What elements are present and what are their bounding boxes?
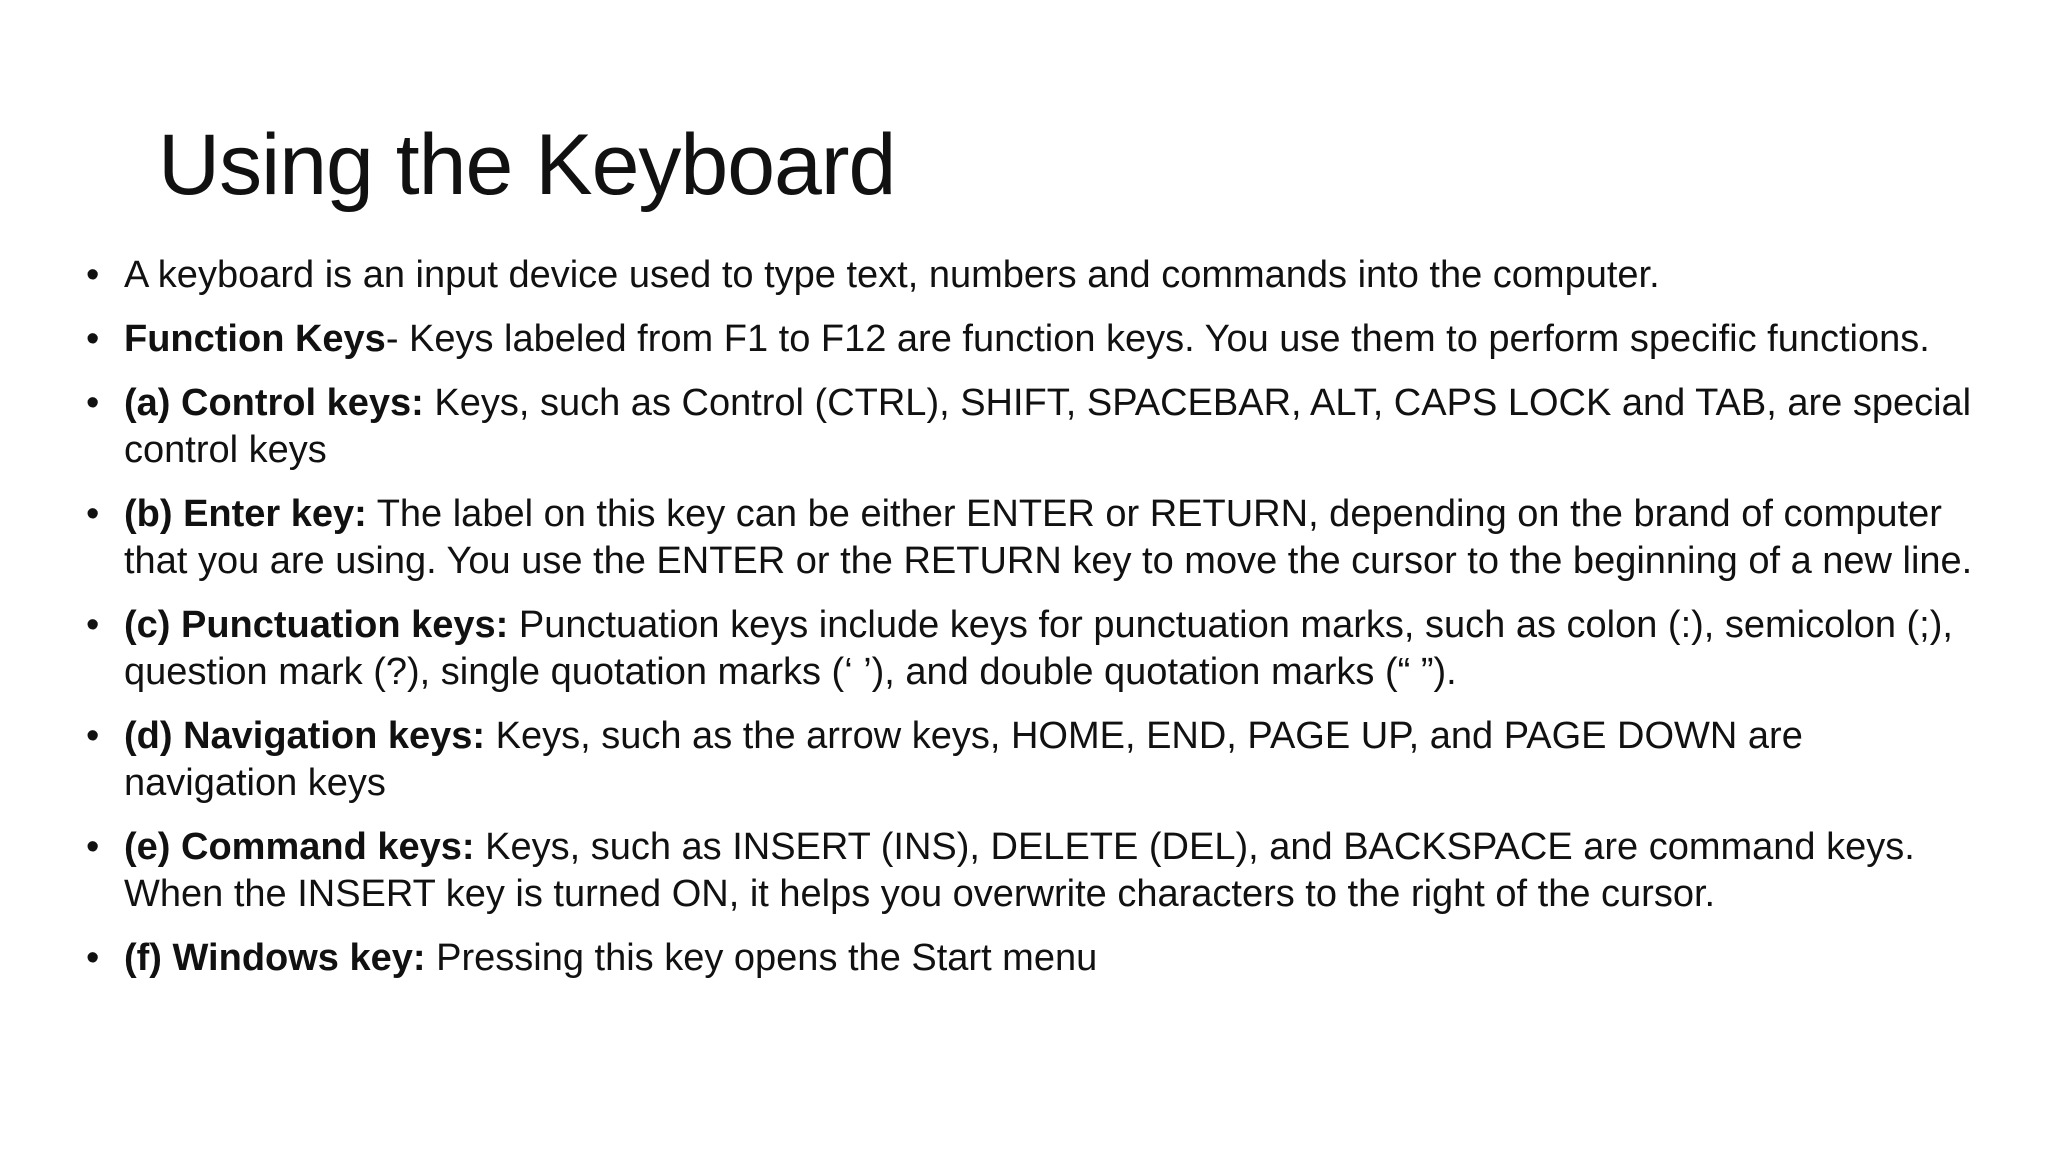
bullet-heading: Function Keys <box>124 318 386 360</box>
bullet-text: - Keys labeled from F1 to F12 are function keys. You use them to perform specific functions. <box>385 318 1930 360</box>
slide-title: Using the Keyboard <box>158 117 896 213</box>
bullet-heading: (e) Command keys: <box>124 826 475 868</box>
bullet-text: The label on this key can be either ENTER or RETURN, depending on the brand of computer that you are using. You use the ENTER or the RETURN key to move the cursor to the beginning of a new line. <box>124 493 1973 582</box>
bullet-dot-icon: • <box>86 937 100 979</box>
bullet-dot-icon: • <box>86 493 100 535</box>
bullet-dot-icon: • <box>86 604 100 646</box>
bullet-heading: (c) Punctuation keys: <box>124 604 509 646</box>
bullet-text: Pressing this key opens the Start menu <box>425 937 1098 979</box>
bullet-item-control-keys <box>82 380 1982 474</box>
bullet-dot-icon: • <box>86 254 100 296</box>
bullet-item-function-keys <box>82 316 1982 363</box>
bullet-text: Punctuation keys include keys for punctuation marks, such as colon (:), semicolon (;), question mark (?), single quotation marks (‘ ’), and double quotation marks (“ ”). <box>124 604 1953 693</box>
bullet-dot-icon: • <box>86 318 100 360</box>
bullet-item-navigation-keys <box>82 713 1982 807</box>
bullet-item-intro <box>82 252 1982 299</box>
bullet-text: Keys, such as the arrow keys, HOME, END, PAGE UP, and PAGE DOWN are navigation keys <box>124 715 1803 804</box>
bullet-text: A keyboard is an input device used to type text, numbers and commands into the computer. <box>124 254 1660 296</box>
bullet-dot-icon: • <box>86 382 100 424</box>
bullet-heading: (a) Control keys: <box>124 382 424 424</box>
bullet-list <box>82 252 1982 999</box>
bullet-heading: (f) Windows key: <box>124 937 426 979</box>
bullet-heading: (d) Navigation keys: <box>124 715 486 757</box>
bullet-dot-icon: • <box>86 826 100 868</box>
bullet-item-punctuation-keys <box>82 602 1982 696</box>
bullet-dot-icon: • <box>86 715 100 757</box>
bullet-text: Keys, such as INSERT (INS), DELETE (DEL), and BACKSPACE are command keys. When the INSERT key is turned ON, it helps you overwrite characters to the right of the cursor. <box>124 826 1915 915</box>
bullet-item-command-keys <box>82 824 1982 918</box>
bullet-heading: (b) Enter key: <box>124 493 367 535</box>
bullet-item-enter-key <box>82 491 1982 585</box>
bullet-item-windows-key <box>82 935 1982 982</box>
bullet-text: Keys, such as Control (CTRL), SHIFT, SPACEBAR, ALT, CAPS LOCK and TAB, are special control keys <box>124 382 1972 471</box>
